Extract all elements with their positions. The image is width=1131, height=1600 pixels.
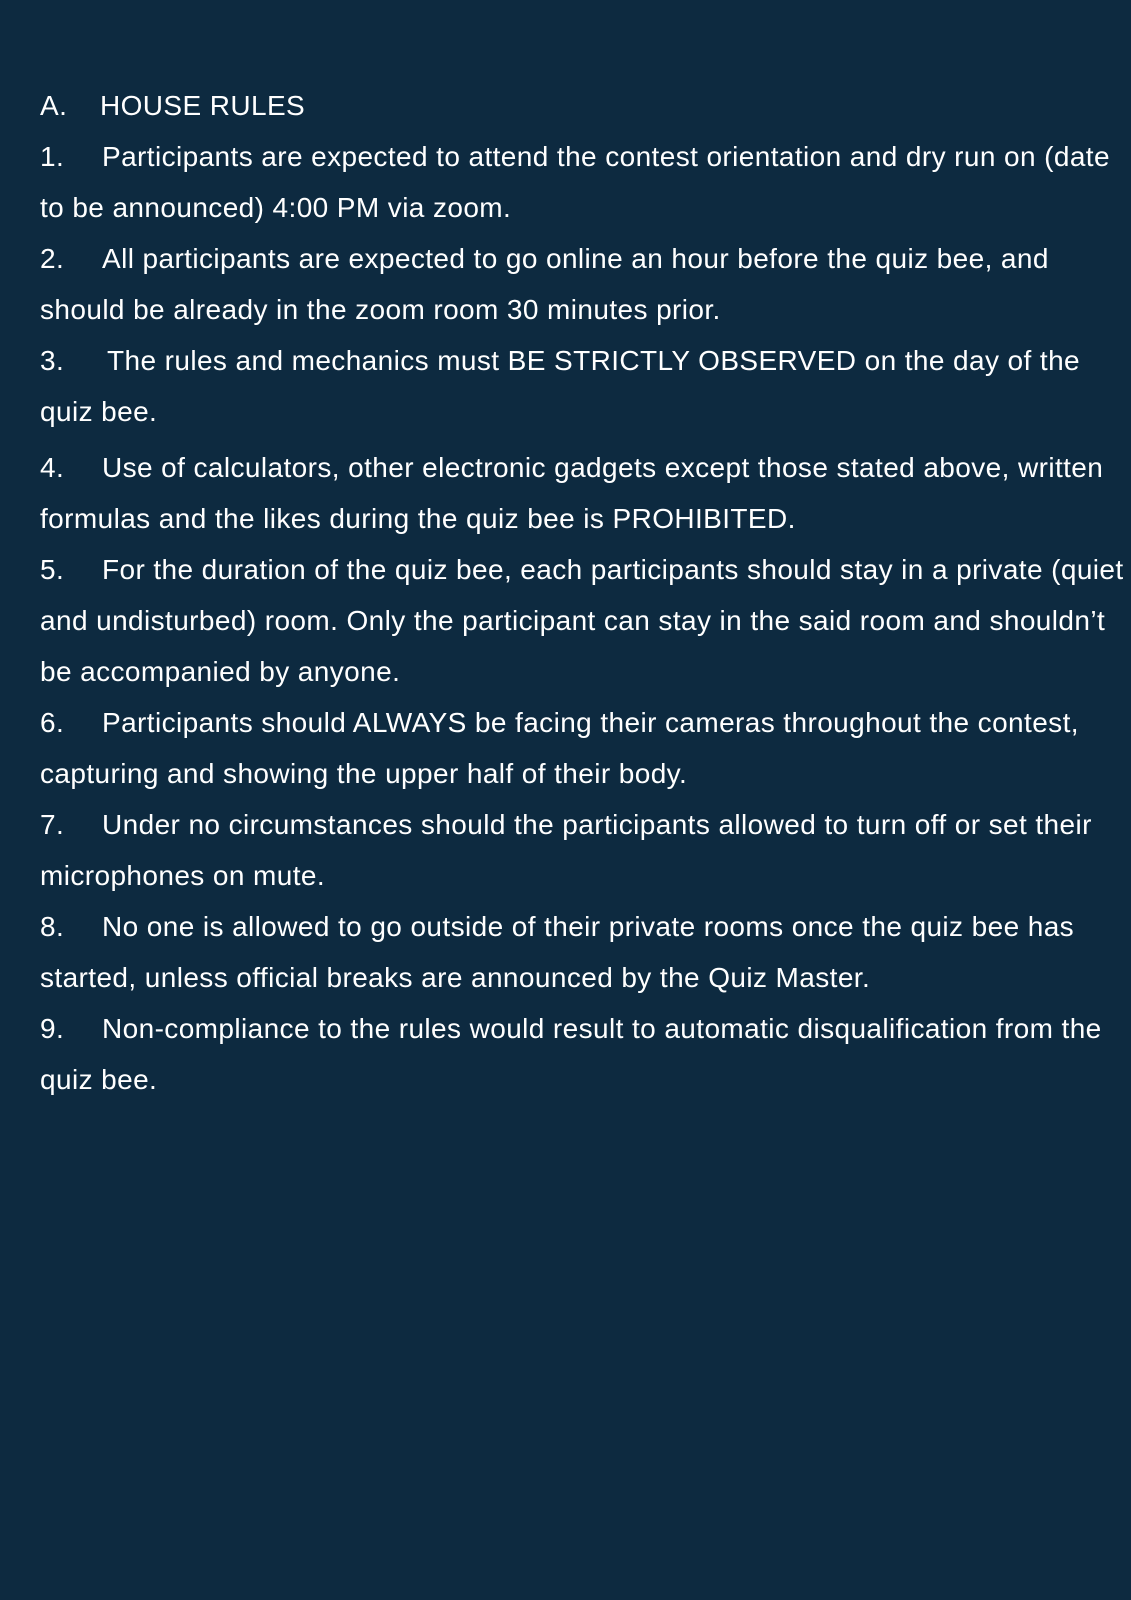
rule-item-9 — [40, 1003, 1125, 1105]
rule-text: For the duration of the quiz bee, each participants should stay in a private (quiet and undisturbed) room. Only the participant can stay in the said room and shouldn’t be accompanied by anyone. — [40, 554, 1124, 687]
section-heading — [40, 80, 1125, 131]
rule-number: 6. — [40, 707, 65, 738]
house-rules-document — [40, 80, 1125, 1105]
rule-number: 2. — [40, 243, 65, 274]
section-marker: A. — [40, 90, 68, 121]
rule-item-7 — [40, 799, 1125, 901]
rule-number: 4. — [40, 452, 65, 483]
rule-text: Under no circumstances should the participants allowed to turn off or set their microphones on mute. — [40, 809, 1092, 891]
section-title: HOUSE RULES — [100, 90, 306, 121]
rule-item-4 — [40, 442, 1125, 544]
rule-text: No one is allowed to go outside of their private rooms once the quiz bee has started, unless official breaks are announced by the Quiz Master. — [40, 911, 1075, 993]
rule-text: Participants are expected to attend the contest orientation and dry run on (date to be announced) 4:00 PM via zoom. — [40, 141, 1110, 223]
rule-item-3 — [40, 335, 1125, 437]
rule-number: 1. — [40, 141, 65, 172]
rule-item-6 — [40, 697, 1125, 799]
rule-item-1 — [40, 131, 1125, 233]
rule-text: All participants are expected to go online an hour before the quiz bee, and should be already in the zoom room 30 minutes prior. — [40, 243, 1049, 325]
rule-text: Participants should ALWAYS be facing their cameras throughout the contest, capturing and showing the upper half of their body. — [40, 707, 1079, 789]
rule-item-2 — [40, 233, 1125, 335]
rule-text: Non-compliance to the rules would result to automatic disqualification from the quiz bee. — [40, 1013, 1102, 1095]
rule-text: Use of calculators, other electronic gadgets except those stated above, written formulas and the likes during the quiz bee is PROHIBITED. — [40, 452, 1104, 534]
rule-number: 9. — [40, 1013, 65, 1044]
rule-number: 5. — [40, 554, 65, 585]
rule-item-8 — [40, 901, 1125, 1003]
rule-number: 3. — [40, 345, 65, 376]
rule-text: The rules and mechanics must BE STRICTLY OBSERVED on the day of the quiz bee. — [40, 345, 1081, 427]
rule-number: 8. — [40, 911, 65, 942]
rule-item-5 — [40, 544, 1125, 697]
rule-number: 7. — [40, 809, 65, 840]
